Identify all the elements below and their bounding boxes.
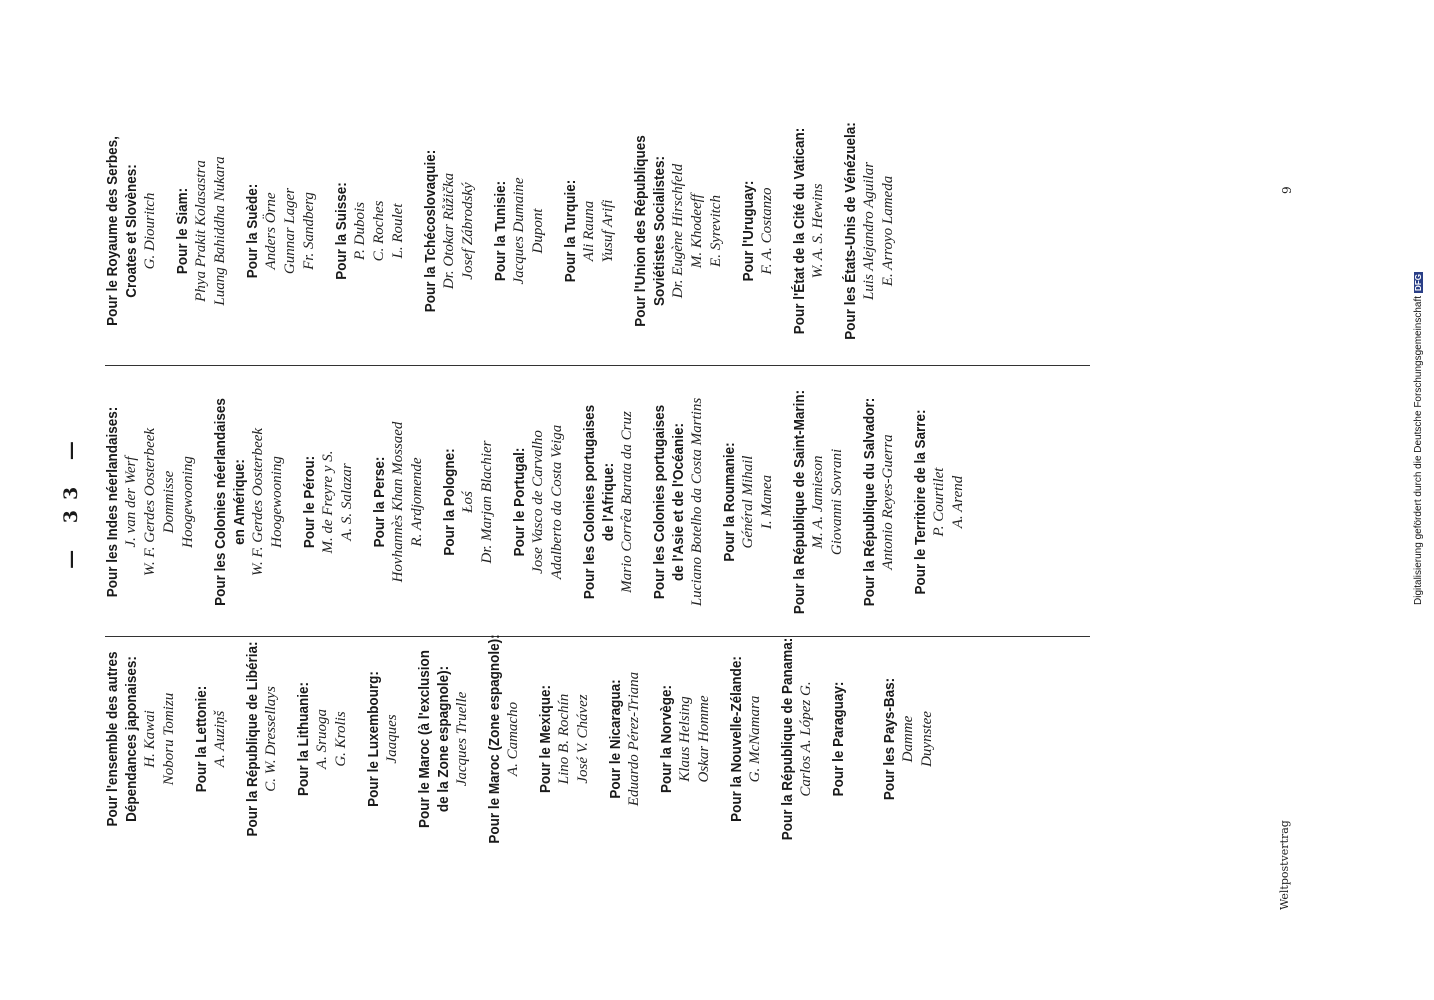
signature-name: Dr. Eugène Hirschfeld xyxy=(670,163,686,299)
signatory-entry xyxy=(364,605,402,873)
country-heading: Pour la Turquie: xyxy=(562,179,579,283)
signature-name: Général Mihail xyxy=(740,455,756,549)
signatory-entry xyxy=(103,97,160,365)
signature-name xyxy=(848,605,867,873)
country-heading: Pour les Pays-Bas: xyxy=(881,677,898,801)
signature-name: Phya Prakit Kolasastra xyxy=(193,160,209,302)
country-heading: Pour le Paraguay: xyxy=(830,681,847,797)
signature-name: Oskar Homme xyxy=(696,695,712,783)
signatory-entry xyxy=(829,605,867,873)
country-heading: Pour le Maroc (Zone espagnole): xyxy=(486,634,503,844)
signature-name: Jacques Truelle xyxy=(454,691,470,787)
signatory-entry xyxy=(606,605,644,873)
signature-name: E. Syrevitch xyxy=(708,195,724,267)
signature-name: C. W. Dressellays xyxy=(263,686,279,792)
signatory-entry xyxy=(192,605,230,873)
signatory-entry xyxy=(650,368,707,636)
signature-name: A. Auziņš xyxy=(212,710,228,768)
signature-name: Dr. Marjan Blachier xyxy=(479,440,495,564)
signature-name: Noboru Tomizu xyxy=(161,692,177,786)
country-heading: Pour le Maroc (à l'exclusion xyxy=(416,649,433,829)
signature-name: M. de Freyre y S. xyxy=(320,450,336,554)
country-heading: Pour la Nouvelle-Zélande: xyxy=(728,656,745,822)
signatory-entry xyxy=(720,368,777,636)
signature-name: Antonio Reyes-Guerra xyxy=(880,434,896,570)
signature-name: Damme xyxy=(900,715,916,763)
country-heading: Pour le Mexique: xyxy=(537,684,554,794)
signature-name: Hovhannès Khan Mossaed xyxy=(390,421,406,583)
signatory-entry xyxy=(510,368,567,636)
signatory-entry xyxy=(536,605,593,873)
signature-name: F. A. Costanzo xyxy=(759,187,775,275)
country-heading: Pour le Nicaragua: xyxy=(607,679,624,799)
signature-name: Hoogewooning xyxy=(180,456,196,548)
signature-name: C. Roches xyxy=(371,200,387,262)
country-heading: Pour la République de Panama: xyxy=(779,637,796,841)
signature-name: Łoś xyxy=(460,491,476,513)
country-heading: de la Zone espagnole): xyxy=(435,665,452,813)
signature-name: W. F. Gerdes Oosterbeek xyxy=(250,427,266,577)
country-heading: Pour les Indes néerlandaises: xyxy=(104,406,121,598)
signature-name: R. Ardjomende xyxy=(409,457,425,547)
signature-name: Adalberto da Costa Veiga xyxy=(549,424,565,580)
country-heading: Pour l'Union des Républiques xyxy=(632,135,649,327)
signature-name: Jaaques xyxy=(384,714,400,764)
signature-name: M. A. Jamieson xyxy=(810,455,826,549)
signatory-entry xyxy=(580,368,637,636)
signature-name: Hoogewooning xyxy=(269,456,285,548)
country-heading: Pour l'ensemble des autres xyxy=(104,651,121,827)
signatory-entry xyxy=(243,97,319,365)
country-heading: Pour le Siam: xyxy=(174,187,191,275)
signature-name: P. Dubois xyxy=(352,201,368,261)
country-heading: Pour le Portugal: xyxy=(511,447,528,557)
country-heading: Pour la République du Salvador: xyxy=(861,397,878,607)
signatory-entry xyxy=(103,368,198,636)
country-heading: Pour le Pérou: xyxy=(301,455,318,549)
country-heading: Soviétistes Socialistes: xyxy=(651,155,668,307)
signature-name: A. Arend xyxy=(950,475,966,529)
signatory-entry xyxy=(243,605,281,873)
signatory-entry xyxy=(739,97,777,365)
signature-name: Anders Örne xyxy=(263,192,279,270)
signature-name: Mario Corrêa Barata da Cruz xyxy=(619,411,635,593)
column-divider xyxy=(105,365,1090,366)
signature-name: Luciano Botelho da Costa Martins xyxy=(689,397,705,607)
signature-name: Josef Zábrodský xyxy=(460,182,476,280)
country-heading: Pour la Lettonie: xyxy=(193,685,210,793)
signatory-entry xyxy=(103,605,179,873)
signature-name: Dommisse xyxy=(161,470,177,534)
signatory-entry xyxy=(778,605,816,873)
signatory-entry xyxy=(300,368,357,636)
signature-name: Carlos A. López G. xyxy=(798,681,814,797)
signature-name: Jacques Dumaine xyxy=(511,177,527,285)
footer-running-title: Weltpostvertrag xyxy=(1278,820,1291,910)
signatory-entry xyxy=(727,605,765,873)
signature-name: Dupont xyxy=(530,208,546,254)
country-heading: Pour la République de Saint-Marin: xyxy=(791,389,808,615)
signatory-entry xyxy=(440,368,497,636)
page-number: — 33 — xyxy=(60,431,82,569)
country-heading: Dépendances japonaises: xyxy=(123,656,140,822)
signature-name: G. Diouritch xyxy=(142,192,158,270)
signature-name: Lino B. Rochín xyxy=(556,693,572,785)
country-heading: Pour l'État de la Cité du Vatican: xyxy=(791,127,808,335)
country-heading: Pour les Colonies néerlandaises xyxy=(212,398,229,606)
signature-name: W. F. Gerdes Oosterbeek xyxy=(142,427,158,577)
country-heading: Pour la Lithuanie: xyxy=(295,681,312,797)
signatory-entry xyxy=(561,97,618,365)
country-heading: Pour la République de Libéria: xyxy=(244,641,261,837)
country-heading: Pour le Royaume des Serbes, xyxy=(104,136,121,326)
signatory-entry xyxy=(657,605,714,873)
signature-name: José V. Chávez xyxy=(575,694,591,784)
dfg-logo-badge: DFG xyxy=(1414,274,1423,291)
signatory-entry xyxy=(415,605,472,873)
signatory-entry xyxy=(911,368,968,636)
signature-name: Dr. Otokar Růžička xyxy=(441,172,457,290)
country-heading: Pour la Tchécoslovaquie: xyxy=(422,149,439,313)
country-heading: Pour le Territoire de la Sarre: xyxy=(912,409,929,595)
footer-sheet-number: 9 xyxy=(1280,186,1294,194)
signatory-entry xyxy=(421,97,478,365)
country-heading: Pour les Colonies portugaises xyxy=(651,404,668,600)
signature-name: J. van der Werf xyxy=(123,456,139,548)
country-heading: Pour l'Uruguay: xyxy=(740,180,757,282)
signatory-entry xyxy=(332,97,408,365)
signature-name: H. Kawai xyxy=(142,710,158,768)
signature-name: Gunnar Lager xyxy=(282,187,298,275)
country-heading: Pour la Suède: xyxy=(244,183,261,279)
signature-name: M. Khodeeff xyxy=(689,193,705,269)
country-heading: Pour le Luxembourg: xyxy=(365,671,382,807)
signature-name: Ali Rauna xyxy=(581,200,597,262)
dfg-credit xyxy=(1413,272,1424,605)
country-heading: Pour la Roumanie: xyxy=(721,442,738,562)
signature-name: Duynstee xyxy=(919,711,935,767)
signature-name: I. Manea xyxy=(759,474,775,530)
country-heading: Pour la Norvège: xyxy=(658,684,675,794)
signature-name: P. Courtilet xyxy=(931,467,947,537)
country-heading: de l'Afrique: xyxy=(600,462,617,542)
signatory-entry xyxy=(491,97,548,365)
signatory-entry xyxy=(485,605,523,873)
signatory-column-2 xyxy=(103,368,1093,636)
signature-name: E. Arroyo Lameda xyxy=(880,175,896,287)
signatory-entry xyxy=(211,368,287,636)
signature-name: A. Camacho xyxy=(505,701,521,777)
country-heading: Pour les États-Unis de Vénézuela: xyxy=(842,122,859,340)
signature-name: G. Krolis xyxy=(333,711,349,767)
signature-name: L. Roulet xyxy=(390,203,406,259)
country-heading: Pour la Pologne: xyxy=(441,448,458,556)
signature-name: Luang Bahiddha Nukara xyxy=(212,156,228,306)
signature-name: G. McNamara xyxy=(747,695,763,783)
country-heading: Pour la Suisse: xyxy=(333,182,350,280)
signatory-entry xyxy=(173,97,230,365)
dfg-credit-text: Digitalisierung gefördert durch die Deutsche Forschungsgemeinschaft xyxy=(1413,295,1424,605)
signature-name: A. Sruoga xyxy=(314,709,330,769)
signature-name: Giovanni Sovrani xyxy=(829,448,845,556)
country-heading: en Amérique: xyxy=(231,459,248,545)
signatory-entry xyxy=(880,605,937,873)
signature-name: A. S. Salazar xyxy=(339,463,355,541)
signatory-entry xyxy=(631,97,726,365)
signature-name: Yusuf Arifi xyxy=(600,199,616,263)
country-heading: Pour les Colonies portugaises xyxy=(581,404,598,600)
signatory-entry xyxy=(294,605,351,873)
signatory-entry xyxy=(790,97,828,365)
country-heading: de l'Asie et de l'Océanie: xyxy=(670,423,687,582)
signature-name: Eduardo Pérez-Triana xyxy=(626,671,642,807)
signatory-column-3 xyxy=(103,97,1093,365)
signature-name: Luis Alejandro Aguilar xyxy=(861,161,877,301)
signature-name: Jose Vasco de Carvalho xyxy=(530,430,546,574)
signatory-entry xyxy=(790,368,847,636)
signatory-entry xyxy=(860,368,898,636)
country-heading: Pour la Tunisie: xyxy=(492,180,509,282)
country-heading: Pour la Perse: xyxy=(371,456,388,548)
signature-name: Klaus Helsing xyxy=(677,696,693,782)
signatory-entry xyxy=(370,368,427,636)
signatory-entry xyxy=(841,97,898,365)
signature-name: Fr. Sandberg xyxy=(301,192,317,270)
signatory-column-1 xyxy=(103,605,1093,873)
country-heading: Croates et Slovènes: xyxy=(123,164,140,298)
signature-name: W. A. S. Hewins xyxy=(810,183,826,279)
